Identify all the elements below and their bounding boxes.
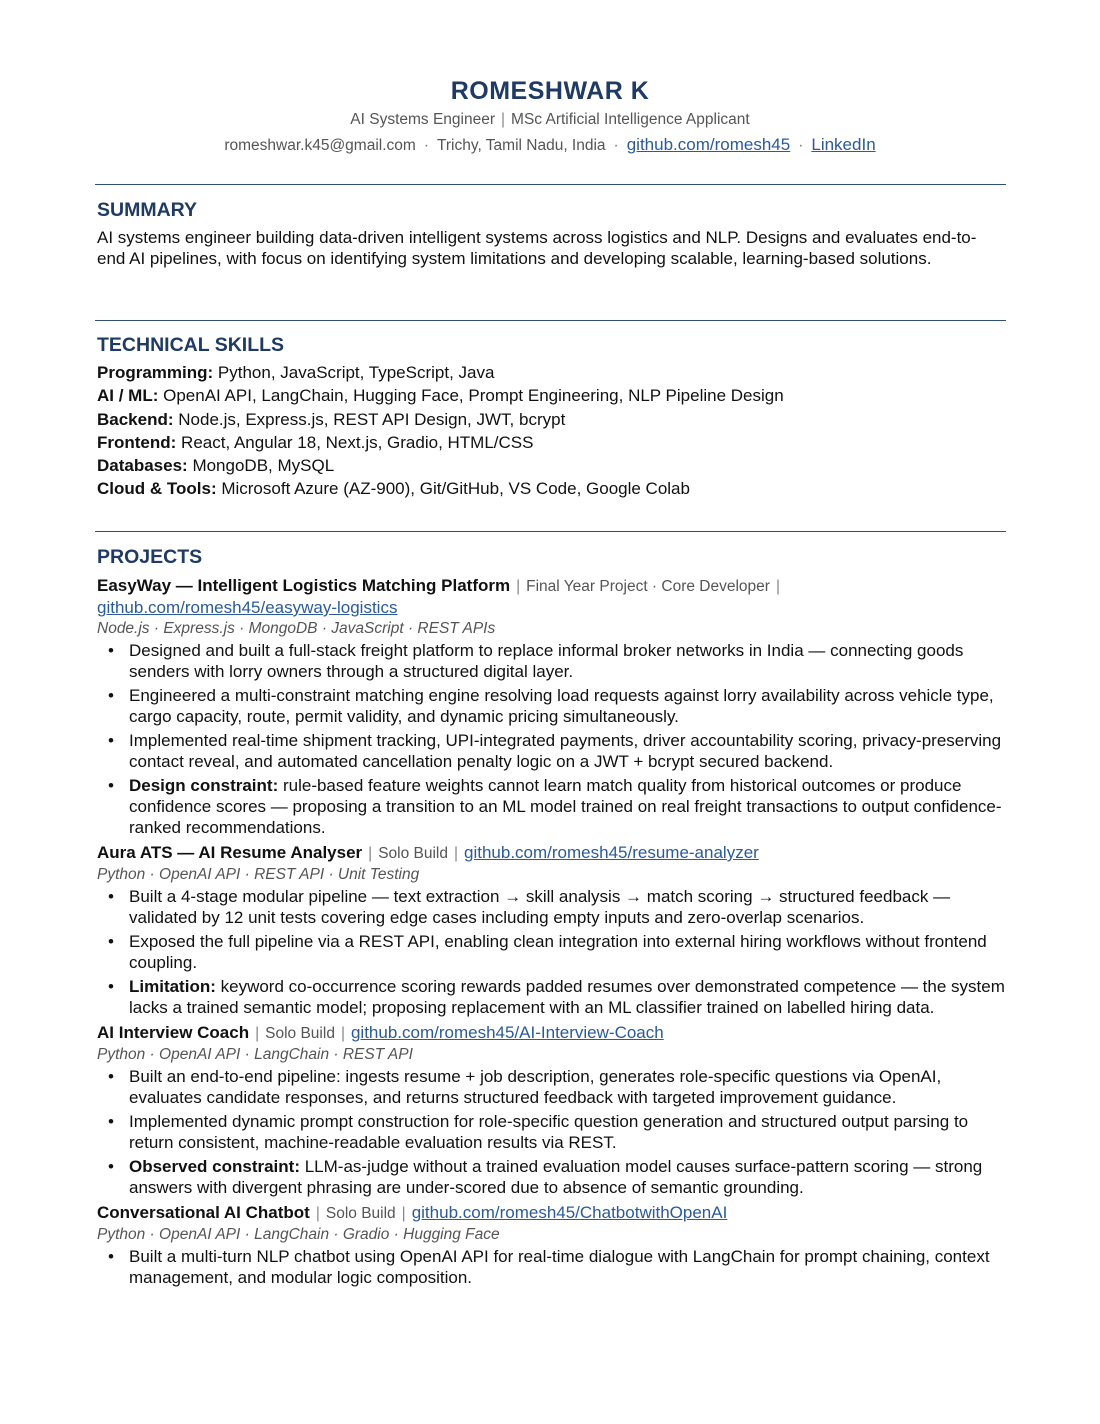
project-header [97,575,1007,618]
bullet-item [97,640,1007,682]
project-entry [97,1022,1007,1198]
contact-dot: · [798,137,804,154]
project-header [97,842,1007,864]
project-title: EasyWay — Intelligent Logistics Matching Platform [97,576,511,595]
bullet-item [97,1111,1007,1153]
resume-header [0,74,1100,159]
candidate-name: ROMESHWAR K [450,77,650,105]
project-separator: | [340,1025,345,1042]
skill-value: Node.js, Express.js, REST API Design, JWT, bcrypt [173,409,566,429]
bullet-item [97,730,1007,772]
skills-list [97,361,997,501]
skill-value: Python, JavaScript, TypeScript, Java [213,363,495,382]
skill-value: Microsoft Azure (AZ-900), Git/GitHub, VS Code, Google Colab [216,479,690,499]
skill-label: Databases: [97,456,188,476]
bullet-lead: Design constraint: [129,776,279,795]
bullet-text: Built a multi-turn NLP chatbot using OpenAI API for real-time dialogue with LangChain for prompt chaining, context management, and modular logic composition. [129,1247,990,1287]
bullet-icon: • [108,1247,114,1266]
skill-label: AI / ML: [97,386,159,406]
bullet-icon: • [108,1157,114,1176]
project-header [97,1022,1007,1044]
project-title: Conversational AI Chatbot [97,1203,310,1222]
bullet-icon: • [108,932,114,951]
bullet-icon: • [108,977,114,996]
bullet-icon: • [108,1112,114,1131]
bullet-item [97,775,1007,838]
project-repo-link[interactable]: github.com/romesh45/easyway-logistics [97,598,398,617]
project-separator: | [368,845,373,862]
skill-row [97,477,997,500]
project-tech-stack: Python · OpenAI API · REST API · Unit Testing [97,866,420,883]
skills-heading: TECHNICAL SKILLS [97,334,285,356]
bullet-text: keyword co-occurrence scoring rewards padded resumes over demonstrated competence — the system lacks a trained semantic model; proposing replacement with an ML classifier trained on labelled hiring data. [129,977,1005,1017]
summary-heading: SUMMARY [97,199,198,221]
project-bullets [97,1066,1007,1198]
project-bullets [97,640,1007,838]
skill-row [97,408,997,431]
role-title: AI Systems Engineer [350,111,496,128]
bullet-item [97,685,1007,727]
skill-value: MongoDB, MySQL [187,456,335,476]
bullet-text: Implemented real-time shipment tracking, UPI-integrated payments, driver accountability scoring, privacy-preserving contact reveal, and automated cancellation penalty logic on a JWT + bcrypt secured backend. [129,731,1002,771]
headline-separator: | [501,111,506,128]
skill-row [97,384,997,407]
project-title: AI Interview Coach [97,1023,250,1042]
bullet-text: Built a 4-stage modular pipeline — text extraction → skill analysis → match scoring → structured feedback — validated by 12 unit tests covering edge cases including empty inputs and zero-overlap scenarios. [129,887,951,927]
contact-line [0,132,1100,159]
bullet-lead: Limitation: [129,977,216,996]
location-text: Trichy, Tamil Nadu, India [436,137,606,154]
section-divider [95,531,1006,532]
project-separator: | [516,578,521,595]
project-repo-link[interactable]: github.com/romesh45/ChatbotwithOpenAI [411,1203,728,1222]
bullet-item [97,976,1007,1018]
project-bullets [97,1246,1007,1288]
bullet-item [97,1246,1007,1288]
project-tech-stack: Node.js · Express.js · MongoDB · JavaScript · REST APIs [97,620,496,637]
project-separator: | [453,845,459,862]
bullet-item [97,1066,1007,1108]
project-separator: | [401,1205,406,1222]
skill-value: React, Angular 18, Next.js, Gradio, HTML/CSS [176,432,534,452]
bullet-text: rule-based feature weights cannot learn match quality from historical outcomes or produce confidence scores — proposing a transition to an ML model trained on real freight transactions to output confidence-ranked recommendations. [129,776,1002,837]
project-tech-stack: Python · OpenAI API · LangChain · Gradio · Hugging Face [97,1226,500,1243]
skill-label: Cloud & Tools: [97,479,217,499]
project-role: Solo Build [325,1205,396,1222]
bullet-text: LLM-as-judge without a trained evaluation model causes surface-pattern scoring — strong answers with divergent phrasing are under-scored due to absence of semantic grounding. [129,1157,983,1197]
project-title: Aura ATS — AI Resume Analyser [97,843,363,862]
summary-text: AI systems engineer building data-driven intelligent systems across logistics and NLP. Designs and evaluates end-to-end AI pipelines, with focus on identifying system limitations and developing scalable, learning-based solutions. [97,228,977,268]
github-link[interactable]: github.com/romesh45 [626,135,791,154]
section-divider [95,320,1006,321]
project-bullets [97,886,1007,1018]
project-separator: | [315,1205,320,1222]
bullet-icon: • [108,731,114,750]
project-repo-link[interactable]: github.com/romesh45/resume-analyzer [464,843,759,862]
bullet-text: Engineered a multi-constraint matching engine resolving load requests against lorry availability across vehicle type, cargo capacity, route, permit validity, and dynamic pricing simultaneously. [129,686,994,726]
project-repo-link[interactable]: github.com/romesh45/AI-Interview-Coach [350,1023,664,1042]
bullet-icon: • [108,887,114,906]
skill-label: Programming: [97,363,214,382]
project-role: Final Year Project · Core Developer [526,578,770,595]
headline [0,108,1100,132]
skill-row [97,361,997,384]
skill-label: Backend: [97,409,174,429]
bullet-icon: • [108,686,114,705]
bullet-item [97,931,1007,973]
project-entry [97,842,1007,1018]
email-text: romeshwar.k45@gmail.com [224,137,416,154]
skill-row [97,454,997,477]
project-entry [97,575,1007,838]
contact-dot: · [423,137,429,154]
program-title: MSc Artificial Intelligence Applicant [511,111,750,128]
project-separator: | [775,578,780,595]
skill-value: OpenAI API, LangChain, Hugging Face, Prompt Engineering, NLP Pipeline Design [158,386,784,406]
skill-label: Frontend: [97,432,177,452]
project-role: Solo Build [265,1025,335,1042]
project-role: Solo Build [378,845,448,862]
project-separator: | [255,1025,260,1042]
contact-dot: · [613,137,619,154]
project-tech-stack: Python · OpenAI API · LangChain · REST API [97,1046,413,1063]
projects-heading: PROJECTS [97,546,203,568]
linkedin-link[interactable]: LinkedIn [811,135,876,154]
bullet-text: Exposed the full pipeline via a REST API, enabling clean integration into external hiring workflows without frontend coupling. [129,932,987,972]
projects-list [97,575,1007,1292]
bullet-icon: • [108,641,114,660]
bullet-lead: Observed constraint: [129,1157,300,1176]
bullet-text: Built an end-to-end pipeline: ingests resume + job description, generates role-specific questions via OpenAI, evaluates candidate responses, and returns structured feedback with targeted improvement guidance. [129,1067,942,1107]
bullet-item [97,1156,1007,1198]
project-entry [97,1202,1007,1288]
skill-row [97,431,997,454]
bullet-item [97,886,1007,928]
bullet-icon: • [108,776,114,795]
project-header [97,1202,1007,1224]
section-divider [95,184,1006,185]
bullet-icon: • [108,1067,114,1086]
bullet-text: Implemented dynamic prompt construction for role-specific question generation and structured output parsing to return consistent, machine-readable evaluation results via REST. [129,1112,969,1152]
bullet-text: Designed and built a full-stack freight platform to replace informal broker networks in India — connecting goods senders with lorry owners through a structured digital layer. [129,641,964,681]
